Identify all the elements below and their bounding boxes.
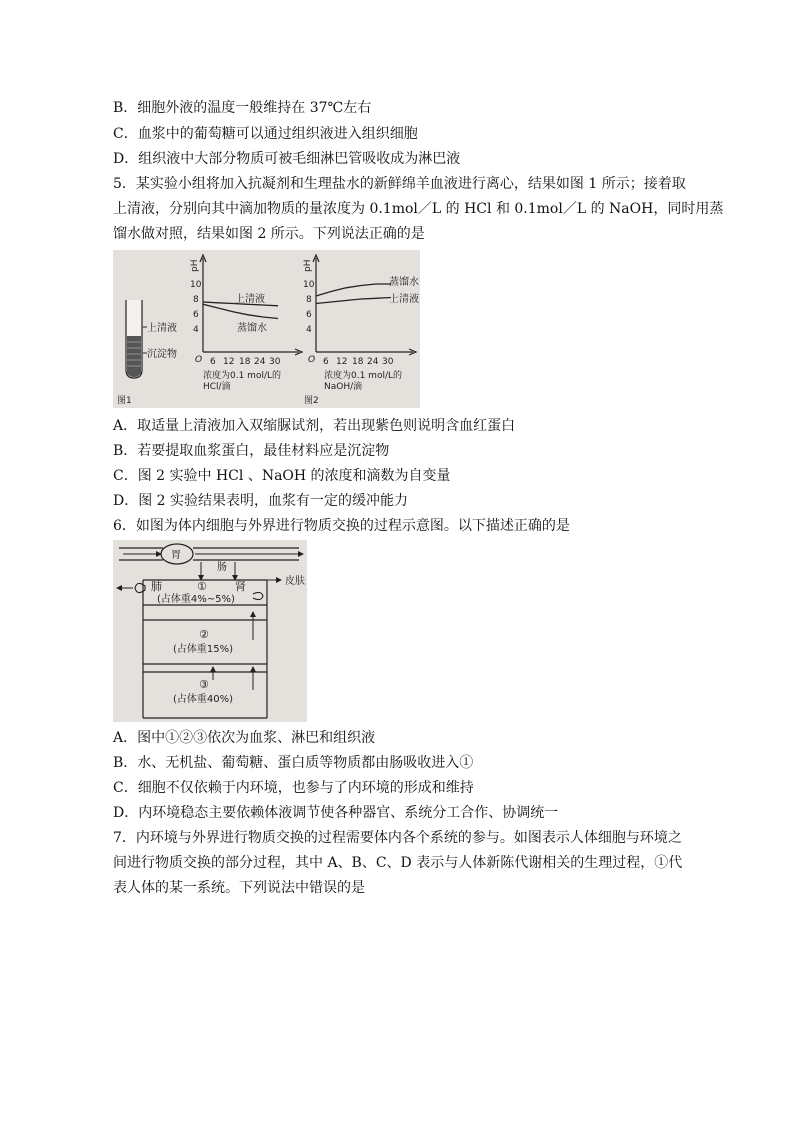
- chart-curves: [203, 284, 391, 319]
- q5-stem-line3: 馏水做对照，结果如图 2 所示。下列说法正确的是: [113, 226, 425, 242]
- chart1-xlabel-line2: HCl/滴: [203, 382, 231, 392]
- compartment-2-number: ②: [199, 628, 209, 641]
- skin-label: 皮肤: [285, 576, 305, 587]
- chart1-series1-label: 上清液: [235, 294, 265, 305]
- chart2-series1-label: 蒸馏水: [389, 277, 419, 288]
- chart1-ytick-8: 8: [193, 295, 199, 305]
- compartment-3-percent: (占体重40%): [173, 694, 234, 705]
- compartment-3-number: ③: [199, 678, 209, 691]
- chart2-series2-line: [316, 298, 391, 304]
- q6-figure-svg: [113, 540, 307, 722]
- q4-option-d: D．组织液中大部分物质可被毛细淋巴管吸收成为淋巴液: [113, 151, 461, 167]
- compartment-2-percent: (占体重15%): [173, 644, 234, 655]
- q5-option-b: B．若要提取血浆蛋白，最佳材料应是沉淀物: [113, 443, 390, 459]
- lung-label: 肺: [151, 580, 162, 593]
- chart1-xtick-12: 12: [223, 357, 235, 367]
- chart1-ytick-4: 4: [193, 325, 199, 335]
- chart1-origin: O: [195, 355, 203, 365]
- chart2-xlabel-line2: NaOH/滴: [324, 382, 363, 392]
- compartment-1-percent: (占体重4%~5%): [157, 594, 235, 605]
- chart2-xtick-12: 12: [336, 357, 348, 367]
- chart2-ytick-8: 8: [306, 295, 312, 305]
- chart2-xtick-30: 30: [382, 357, 394, 367]
- q5-figure-svg: [113, 250, 420, 408]
- compartment-1-number: ①: [197, 580, 207, 593]
- fig1-label: 图1: [117, 396, 132, 406]
- q7-stem-line2: 间进行物质交换的部分过程，其中 A、B、C、D 表示与人体新陈代谢相关的生理过程，①代: [113, 855, 683, 871]
- stomach-label: 胃: [171, 550, 181, 561]
- chart1-xtick-30: 30: [269, 357, 281, 367]
- q5-figure: [113, 250, 420, 408]
- chart2-ytick-4: 4: [306, 325, 312, 335]
- q6-figure: [113, 540, 307, 722]
- tube-label-supernatant: 上清液: [147, 323, 177, 334]
- chart2-series2-label: 上清液: [389, 294, 419, 305]
- chart1-series2-label: 蒸馏水: [237, 323, 267, 334]
- chart1-ylabel: pH: [190, 259, 200, 272]
- q7-stem-line1: 7．内环境与外界进行物质交换的过程需要体内各个系统的参与。如图表示人体细胞与环境之: [113, 830, 682, 846]
- chart1-xlabel-line1: 浓度为0.1 mol/L的: [203, 371, 281, 381]
- chart2-axes: [313, 255, 416, 355]
- chart2-xlabel-line1: 浓度为0.1 mol/L的: [324, 371, 402, 381]
- chart2-series1-line: [316, 284, 391, 296]
- q6-option-c: C．细胞不仅依赖于内环境，也参与了内环境的形成和维持: [113, 780, 474, 796]
- chart2-xtick-6: 6: [323, 357, 329, 367]
- q4-option-b: B．细胞外液的温度一般维持在 37℃左右: [113, 100, 372, 116]
- q5-stem-line2: 上清液，分别向其中滴加物质的量浓度为 0.1mol／L 的 HCl 和 0.1mol／L 的 NaOH，同时用蒸: [113, 201, 724, 217]
- q6-option-d: D．内环境稳态主要依赖体液调节使各种器官、系统分工合作、协调统一: [113, 805, 559, 821]
- chart2-xtick-24: 24: [367, 357, 379, 367]
- chart1-ytick-10: 10: [190, 280, 202, 290]
- q6-stem: 6．如图为体内细胞与外界进行物质交换的过程示意图。以下描述正确的是: [113, 518, 570, 534]
- tube-label-sediment: 沉淀物: [147, 349, 177, 360]
- q7-stem-line3: 表人体的某一系统。下列说法中错误的是: [113, 880, 365, 896]
- q6-option-a: A．图中①②③依次为血浆、淋巴和组织液: [113, 730, 376, 746]
- chart2-xtick-18: 18: [352, 357, 364, 367]
- digestive-tract: [119, 544, 303, 564]
- q4-option-c: C．血浆中的葡萄糖可以通过组织液进入组织细胞: [113, 126, 418, 142]
- intestine-label: 肠: [217, 562, 227, 573]
- q5-stem-line1: 5．某实验小组将加入抗凝剂和生理盐水的新鲜绵羊血液进行离心，结果如图 1 所示；接着取: [113, 176, 686, 192]
- chart2-ytick-10: 10: [303, 280, 315, 290]
- test-tube: [126, 300, 147, 378]
- chart1-series2-line: [203, 304, 278, 318]
- chart2-origin: O: [308, 355, 316, 365]
- chart2-ytick-6: 6: [306, 310, 312, 320]
- chart1-xtick-24: 24: [254, 357, 266, 367]
- q5-option-c: C．图 2 实验中 HCl 、NaOH 的浓度和滴数为自变量: [113, 468, 451, 484]
- chart1-xtick-18: 18: [239, 357, 251, 367]
- chart1-ytick-6: 6: [193, 310, 199, 320]
- q5-option-d: D．图 2 实验结果表明，血浆有一定的缓冲能力: [113, 493, 409, 509]
- chart1-xtick-6: 6: [210, 357, 216, 367]
- chart2-ylabel: pH: [303, 259, 313, 272]
- q5-option-a: A．取适量上清液加入双缩脲试剂，若出现紫色则说明含血红蛋白: [113, 418, 516, 434]
- kidney-shape: [253, 592, 263, 599]
- kidney-label: 肾: [235, 580, 246, 593]
- fig2-label: 图2: [304, 396, 319, 406]
- q6-option-b: B．水、无机盐、葡萄糖、蛋白质等物质都由肠吸收进入①: [113, 755, 474, 771]
